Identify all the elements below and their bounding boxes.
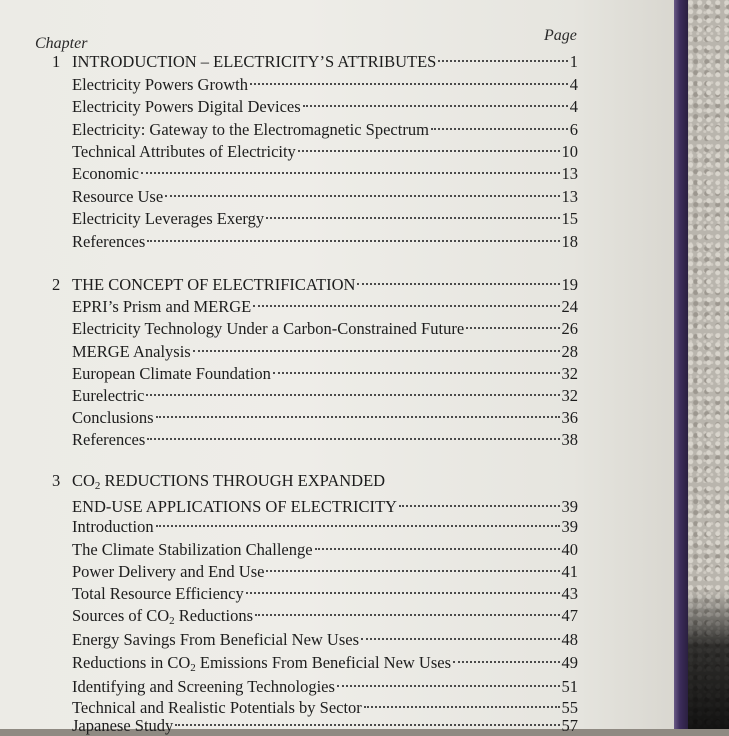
page-number: 4 <box>569 74 578 94</box>
entry-title: Resource Use <box>72 186 164 206</box>
entry-title: The Climate Stabilization Challenge <box>72 539 313 559</box>
entry-title: Electricity: Gateway to the Electromagnetic Spectrum <box>72 119 429 139</box>
dot-leader <box>250 66 568 85</box>
page-number: 26 <box>561 318 578 338</box>
entry-title: Total Resource Efficiency <box>72 583 244 603</box>
entry-title: European Climate Foundation <box>72 363 271 383</box>
page-number: 36 <box>561 407 578 427</box>
chapter-title: THE CONCEPT OF ELECTRIFICATION <box>72 274 356 294</box>
entry-title: Energy Savings From Beneficial New Uses <box>72 629 360 649</box>
page-number: 18 <box>561 231 578 251</box>
entry-title: Power Delivery and End Use <box>72 561 265 581</box>
entry-title: Electricity Powers Digital Devices <box>72 96 301 116</box>
entry-title-part: Sources of CO <box>72 605 170 625</box>
page-number: 19 <box>561 274 578 294</box>
toc-entry <box>72 228 578 250</box>
entry-title-part: Reductions <box>174 605 254 625</box>
chapter-number: 1 <box>52 51 61 71</box>
chapter-number: 3 <box>52 471 61 490</box>
dot-leader <box>361 621 559 640</box>
page-number: 39 <box>561 496 578 516</box>
chapter-title-part: CO <box>72 471 95 490</box>
toc-entry <box>72 426 578 448</box>
dot-leader <box>303 88 568 107</box>
entry-title: Electricity Leverages Exergy <box>72 208 265 228</box>
page-number: 57 <box>561 715 578 735</box>
page-number: 39 <box>561 516 578 536</box>
dot-leader <box>253 288 559 307</box>
entry-title: Technical Attributes of Electricity <box>72 141 296 161</box>
dot-leader <box>266 553 559 572</box>
dot-leader <box>147 223 559 242</box>
subscript-2: 2 <box>94 480 101 492</box>
dot-leader <box>156 399 560 418</box>
page-number: 24 <box>561 296 578 316</box>
chapter-title: INTRODUCTION – ELECTRICITY’S ATTRIBUTES <box>72 51 437 71</box>
page-number: 43 <box>561 583 578 603</box>
dot-leader <box>315 531 560 550</box>
book-cover-edge <box>674 0 688 729</box>
chapter-title-part: REDUCTIONS THROUGH EXPANDED <box>100 471 386 490</box>
entry-title-part: Emissions From Beneficial New Uses <box>195 652 452 672</box>
page-number: 32 <box>561 363 578 383</box>
entry-title <box>72 606 253 627</box>
dot-leader <box>364 689 560 708</box>
page-number: 10 <box>561 141 578 161</box>
page-number: 1 <box>569 51 578 71</box>
page-number: 47 <box>561 605 578 625</box>
subscript-2: 2 <box>169 614 175 627</box>
dot-leader <box>337 668 560 687</box>
dot-leader <box>453 644 559 663</box>
entry-title: MERGE Analysis <box>72 341 191 361</box>
dot-leader <box>438 43 567 62</box>
page-number: 48 <box>561 629 578 649</box>
dot-leader <box>466 310 559 329</box>
page-number: 32 <box>561 385 578 405</box>
entry-title: Conclusions <box>72 407 154 427</box>
entry-title: Electricity Powers Growth <box>72 74 248 94</box>
page-column-header: Page <box>544 27 577 44</box>
page-number: 41 <box>561 561 578 581</box>
entry-title: References <box>72 429 146 449</box>
page-number: 15 <box>561 208 578 228</box>
entry-title-part: Reductions in CO <box>72 652 191 672</box>
page-number: 51 <box>561 676 578 696</box>
dot-leader <box>246 575 560 594</box>
page-number: 38 <box>561 429 578 449</box>
toc-entry <box>72 712 578 734</box>
page-number: 13 <box>561 186 578 206</box>
chapter-number: 2 <box>52 274 61 294</box>
dot-leader <box>266 200 559 219</box>
dot-leader <box>273 355 560 374</box>
page-number: 49 <box>561 652 578 672</box>
chapter-title: END-USE APPLICATIONS OF ELECTRICITY <box>72 496 397 516</box>
entry-title: Introduction <box>72 516 154 536</box>
dot-leader <box>141 155 560 174</box>
entry-title: Japanese Study <box>72 715 174 735</box>
page-number: 40 <box>561 539 578 559</box>
dot-leader <box>357 266 559 285</box>
dot-leader <box>156 508 560 527</box>
page-number: 13 <box>561 163 578 183</box>
entry-title: References <box>72 231 146 251</box>
dot-leader <box>146 377 559 396</box>
entry-title: Eurelectric <box>72 385 145 405</box>
chapter-column-header: Chapter <box>35 35 88 52</box>
dot-leader <box>255 597 559 616</box>
dot-leader <box>431 111 568 130</box>
dot-leader <box>165 178 559 197</box>
dot-leader <box>175 707 559 726</box>
page-number: 55 <box>561 697 578 717</box>
entry-title: Economic <box>72 163 139 183</box>
toc-chapter-3-title-line1 <box>52 471 385 492</box>
entry-title: Identifying and Screening Technologies <box>72 676 335 696</box>
entry-title: Electricity Technology Under a Carbon-Constrained Future <box>72 318 465 338</box>
page-number: 28 <box>561 341 578 361</box>
entry-title: EPRI’s Prism and MERGE <box>72 296 252 316</box>
entry-title: Technical and Realistic Potentials by Sector <box>72 697 362 717</box>
subscript-2: 2 <box>190 661 196 674</box>
dot-leader <box>147 421 559 440</box>
background-shadow <box>688 590 729 729</box>
dot-leader <box>193 333 560 352</box>
page-number: 4 <box>569 96 578 116</box>
dot-leader <box>399 488 560 507</box>
dot-leader <box>298 133 560 152</box>
page-number: 6 <box>569 119 578 139</box>
